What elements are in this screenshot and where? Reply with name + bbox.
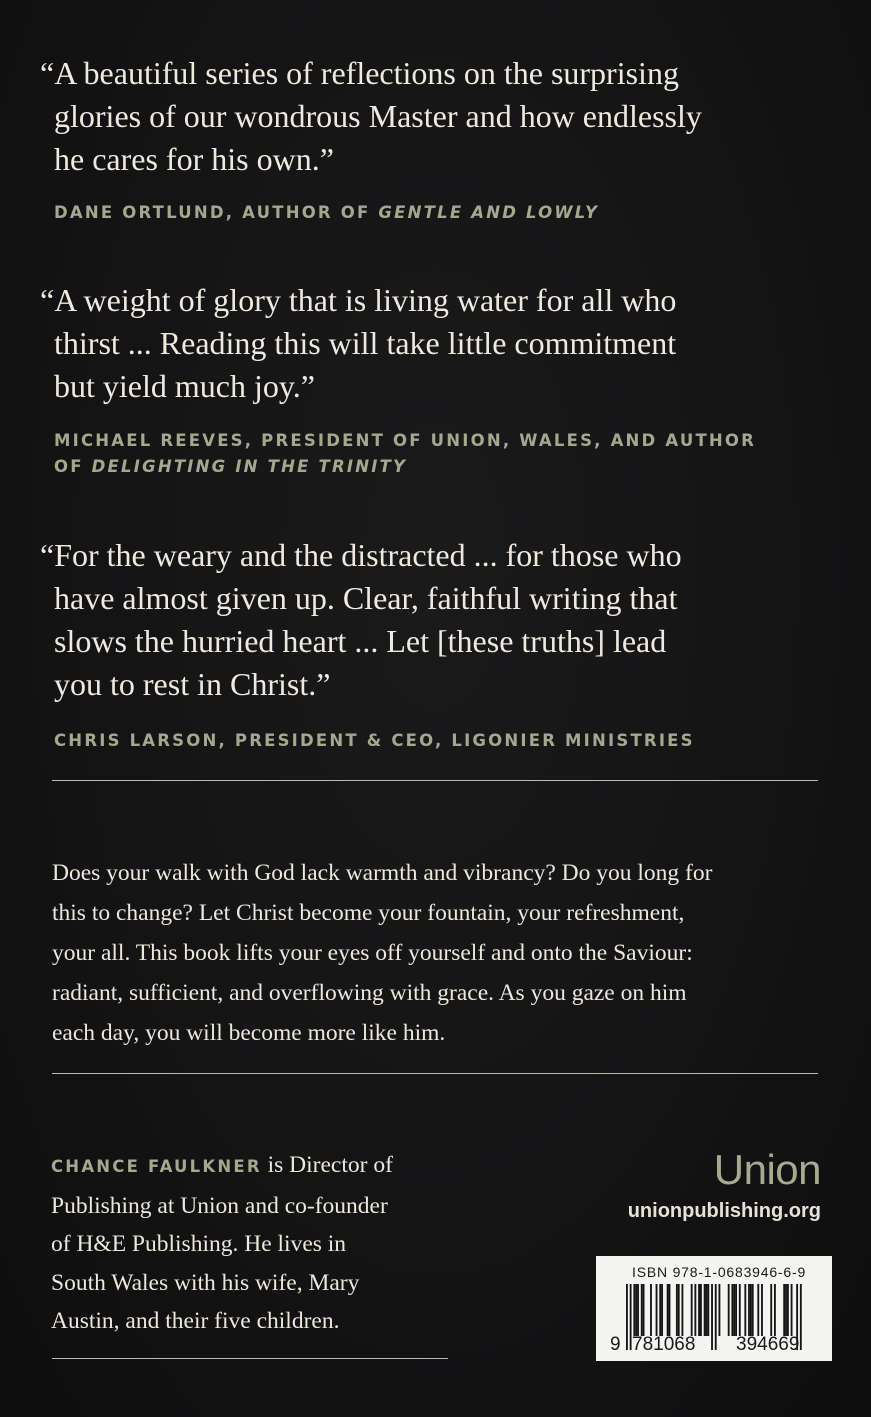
barcode-bar (626, 1284, 628, 1350)
barcode-bar (700, 1284, 702, 1336)
quote-2-line-2: thirst ... Reading this will take little commitment (54, 325, 677, 361)
barcode-bar (707, 1284, 709, 1336)
barcode-bar (783, 1284, 785, 1336)
barcode-bar (711, 1284, 713, 1350)
isbn-barcode (596, 1256, 832, 1361)
barcode-digits-right: 394669 (736, 1334, 800, 1355)
endorsement-quote-2 (40, 279, 820, 408)
barcode-bar (770, 1284, 772, 1336)
endorsement-quote-1 (40, 52, 820, 181)
barcode-bar (659, 1284, 661, 1336)
barcode-bar (731, 1284, 733, 1336)
divider-rule-3 (52, 1358, 448, 1359)
publisher-logo: Union (713, 1146, 821, 1193)
barcode-bar (704, 1284, 706, 1336)
author-bio (51, 1146, 471, 1341)
barcode-bar (656, 1284, 658, 1336)
barcode-bar (735, 1284, 737, 1336)
barcode-bar (682, 1284, 684, 1336)
barcode-bar (791, 1284, 793, 1336)
description-line-4: radiant, sufficient, and overflowing with grace. As you gaze on him (52, 980, 687, 1006)
bio-line-4: South Wales with his wife, Mary (51, 1269, 360, 1296)
barcode-bar (774, 1284, 776, 1336)
barcode-bar (633, 1284, 635, 1336)
quote-3-line-1: “For the weary and the distracted ... for those who (40, 537, 682, 573)
barcode-bar (750, 1284, 752, 1336)
quote-3-line-3: slows the hurried heart ... Let [these truths] lead (54, 623, 667, 659)
description-line-2: this to change? Let Christ become your fountain, your refreshment, (52, 900, 685, 926)
attribution-2-book-title: DELIGHTING IN THE TRINITY (91, 457, 408, 476)
barcode-digit-first: 9 (610, 1334, 621, 1355)
bio-line-2: Publishing at Union and co-founder (51, 1192, 388, 1219)
barcode-bar (650, 1284, 652, 1336)
barcode-bar (698, 1284, 700, 1336)
quote-2-line-3: but yield much joy.” (54, 368, 315, 404)
attribution-1-book-title: GENTLE AND LOWLY (378, 203, 600, 222)
bio-line-3: of H&E Publishing. He lives in (51, 1231, 347, 1257)
barcode-bar (667, 1284, 669, 1336)
barcode-bar (744, 1284, 746, 1336)
barcode-bar (635, 1284, 637, 1336)
attribution-2-prefix: OF (54, 457, 92, 476)
endorsement-attribution-2 (54, 428, 834, 480)
quote-1-line-1: “A beautiful series of reflections on the surprising (40, 55, 679, 91)
endorsement-attribution-3 (54, 728, 834, 754)
attribution-1-name: DANE ORTLUND, AUTHOR OF (54, 203, 379, 222)
barcode-bar (669, 1284, 671, 1336)
attribution-3-text: CHRIS LARSON, PRESIDENT & CEO, LIGONIER MINISTRIES (54, 731, 695, 750)
barcode-bar (643, 1284, 645, 1336)
barcode-bar (676, 1284, 678, 1336)
divider-rule-2 (52, 1073, 818, 1074)
divider-rule-1 (52, 780, 818, 781)
quote-2-line-1: “A weight of glory that is living water for all who (40, 282, 677, 318)
barcode-bar (728, 1284, 730, 1336)
author-name: CHANCE FAULKNER (51, 1157, 262, 1176)
endorsement-quote-3 (40, 534, 820, 706)
barcode-bar (733, 1284, 735, 1336)
barcode-bar (800, 1284, 802, 1350)
barcode-bar (748, 1284, 750, 1336)
barcode-bar (706, 1284, 708, 1336)
barcode-bar (641, 1284, 643, 1336)
barcode-bar (752, 1284, 754, 1336)
barcode-bar (761, 1284, 763, 1336)
description-line-5: each day, you will become more like him. (52, 1020, 446, 1046)
attribution-2-line-1: MICHAEL REEVES, PRESIDENT OF UNION, WALES, AND AUTHOR (54, 431, 757, 450)
barcode-bar (691, 1284, 693, 1336)
barcode-bar (637, 1284, 639, 1336)
publisher-url: unionpublishing.org (627, 1200, 821, 1222)
barcode-bar (719, 1284, 721, 1336)
bio-line-5: Austin, and their five children. (51, 1308, 340, 1334)
quote-3-line-2: have almost given up. Clear, faithful writing that (54, 580, 678, 616)
bio-line-1-rest: is Director of (261, 1152, 393, 1178)
endorsement-attribution-1 (54, 200, 834, 226)
barcode-bar (694, 1284, 696, 1336)
description-line-3: your all. This book lifts your eyes off yourself and onto the Saviour: (52, 940, 693, 966)
quote-3-line-4: you to rest in Christ.” (54, 666, 331, 702)
barcode-bar (785, 1284, 787, 1336)
barcode-bar (678, 1284, 680, 1336)
barcode-bar (757, 1284, 759, 1336)
barcode-digits-left: 781068 (632, 1334, 696, 1355)
barcode-bar (715, 1284, 717, 1350)
quote-1-line-3: he cares for his own.” (54, 141, 334, 177)
description-line-1: Does your walk with God lack warmth and vibrancy? Do you long for (52, 860, 713, 886)
quote-1-line-2: glories of our wondrous Master and how endlessly (54, 98, 702, 134)
barcode-bar (787, 1284, 789, 1336)
barcode-bar (739, 1284, 741, 1336)
book-description (52, 853, 832, 1053)
isbn-label: ISBN 978-1-0683946-6-9 (632, 1264, 807, 1280)
barcode-bar (661, 1284, 663, 1336)
